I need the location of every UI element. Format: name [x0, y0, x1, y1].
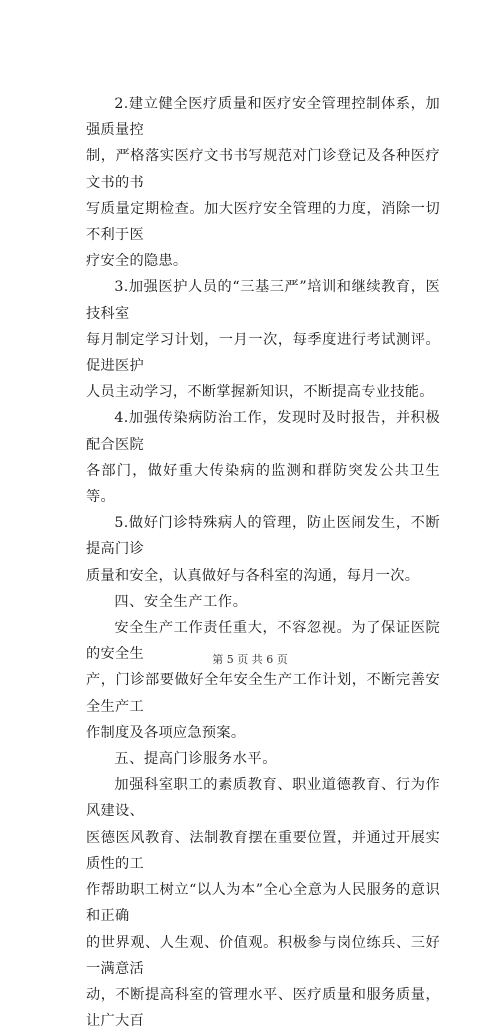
section-heading-safety: 四、安全生产工作。: [114, 593, 248, 610]
document-body: [86, 91, 440, 1034]
paragraph-quality-control: 2.建立健全医疗质量和医疗安全管理控制体系，加强质量控 制，严格落实医疗文书书写规范对门诊登记及各种医疗文书的书 写质量定期检查。加大医疗安全管理的力度，消除一切不利于医 疗安全的隐患。: [86, 96, 440, 270]
paragraph-staff-education: 加强科室职工的素质教育、职业道德教育、行为作风建设、 医德医风教育、法制教育摆在重要位置，并通过开展实质性的工 作帮助职工树立“以人为本”全心全意为人民服务的意识和正确 的世界观、人生观、价值观。积极参与岗位练兵、三好一满意活 动，不断提高科室的管理水平、医疗质量和服务质量，让广大百: [86, 777, 440, 1030]
paragraph-special-patients: 5.做好门诊特殊病人的管理，防止医闹发生，不断提高门诊 质量和安全，认真做好与各科室的沟通，每月一次。: [86, 515, 440, 584]
section-heading-service: 五、提高门诊服务水平。: [114, 751, 278, 768]
paragraph-infectious-disease: 4.加强传染病防治工作，发现时及时报告，并积极配合医院 各部门，做好重大传染病的监测和群防突发公共卫生等。: [86, 410, 440, 506]
page-number-footer: 第 5 页 共 6 页: [212, 653, 288, 666]
paragraph-safety-production: 安全生产工作责任重大，不容忽视。为了保证医院的安全生 产，门诊部要做好全年安全生产工作计划，不断完善安全生产工 作制度及各项应急预案。: [86, 620, 440, 741]
paragraph-staff-training: 3.加强医护人员的“三基三严”培训和继续教育，医技科室 每月制定学习计划，一月一次，每季度进行考试测评。促进医护 人员主动学习，不断掌握新知识，不断提高专业技能。: [86, 279, 440, 401]
